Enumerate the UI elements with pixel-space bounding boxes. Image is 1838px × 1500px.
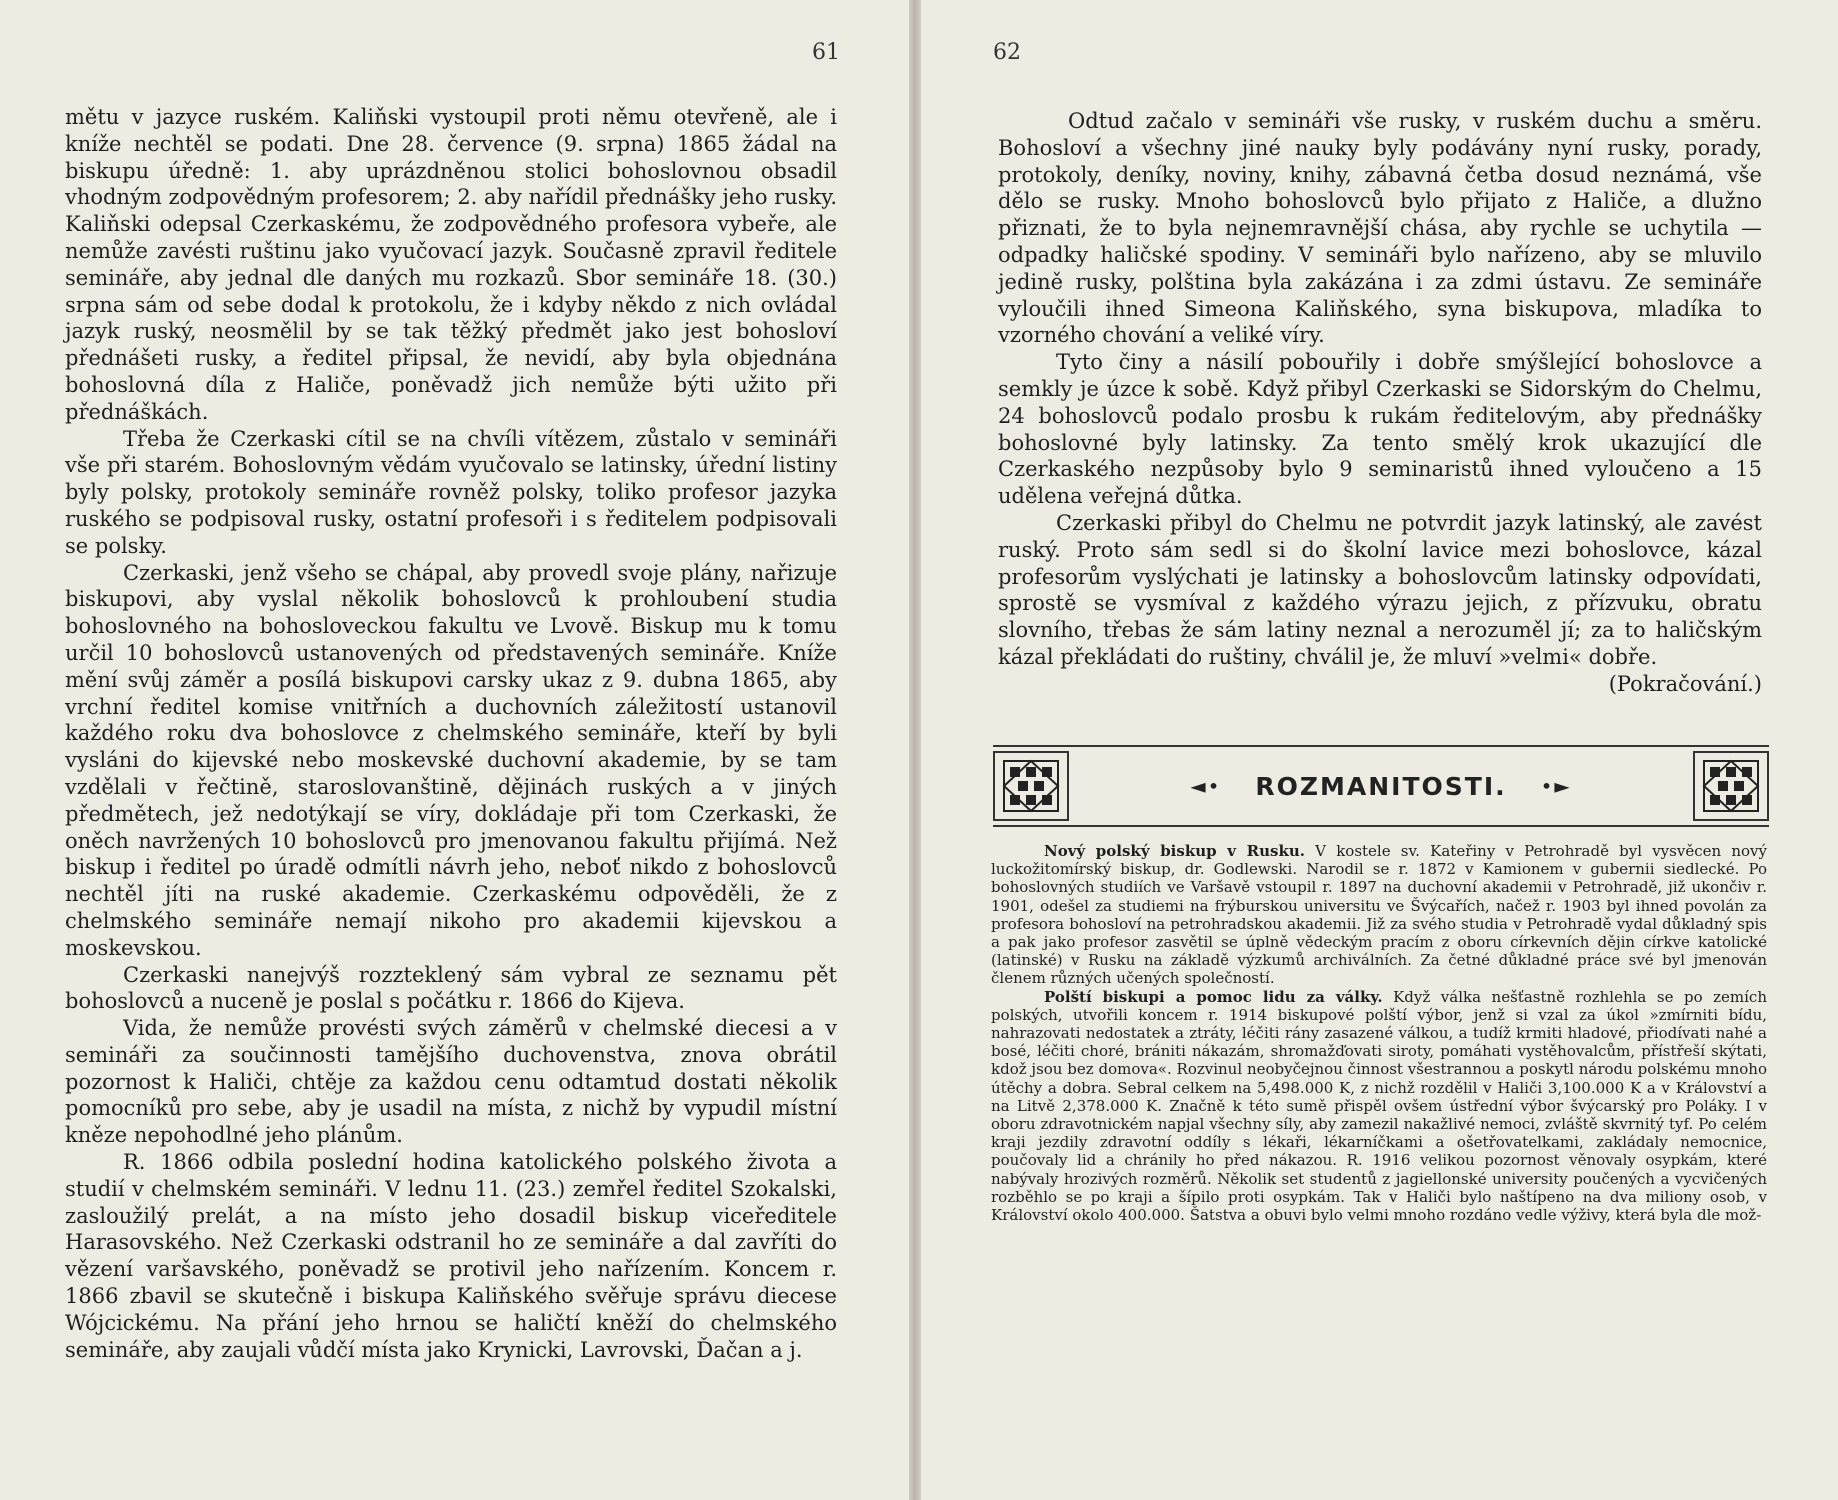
- misc-item-heading: Polští biskupi a pomoc lidu za války.: [1044, 987, 1383, 1006]
- misc-item: [991, 842, 1767, 988]
- misc-item-heading: Nový polský biskup v Rusku.: [1044, 842, 1305, 860]
- paragraph: [998, 510, 1762, 696]
- paragraph: Czerkaski nanejvýš rozzteklený sám vybral ze seznamu pět bohoslovců a nuceně je poslal s počátku r. 1866 do Kijeva.: [65, 962, 837, 1014]
- paragraph: Tyto činy a násilí pobouřily i dobře smýšlející bohoslovce a semkly je úzce k sobě. Když přibyl Czerkaski se Sidorským do Chelmu, 24 bohoslovců podalo prosbu k rukám ředitelovým, aby přednášky bohoslovné byly latinsky. Za tento smělý krok ukazující dle Czerkaského nezpůsoby bylo 9 seminaristů ihned vyloučeno a 15 udělena veřejná důtka.: [998, 350, 1762, 509]
- right-page: [921, 0, 1838, 1500]
- left-column: [65, 104, 837, 1363]
- book-gutter: [909, 0, 921, 1500]
- section-title: ROZMANITOSTI.: [1255, 771, 1507, 801]
- page-number: 62: [993, 40, 1021, 65]
- right-column: [998, 108, 1762, 698]
- celtic-knot-ornament-icon: [993, 751, 1069, 821]
- page-number: 61: [812, 40, 840, 65]
- miscellany-column: [991, 842, 1767, 1224]
- paragraph: mětu v jazyce ruském. Kaliňski vystoupil proti němu otevřeně, ale i kníže nechtěl se podati. Dne 28. července (9. srpna) 1865 žádal na biskupu úředně: 1. aby uprázdněnou stolici bohoslovnou obsadil vhodným zodpovědným profesorem; 2. aby nařídil přednášky jeho rusky. Kaliňski odepsal Czerkaskému, že zodpovědného profesora vybeře, ale nemůže zavésti ruštinu jako vyučovací jazyk. Současně zpravil ředitele semináře, aby jednal dle daných mu rozkazů. Sbor semináře 18. (30.) srpna sám od sebe dodal k protokolu, že i kdyby někdo z nich ovládal jazyk ruský, neosmělil by se tak těžký předmět jako jest bohosloví přednášeti rusky, a ředitel připsal, že nevidí, aby byla objednána bohoslovná díla z Haliče, poněvadž jich nemůže býti užito při přednáškách.: [65, 105, 837, 424]
- left-page: [0, 0, 909, 1500]
- paragraph: Vida, že nemůže provésti svých záměrů v chelmské diecesi a v semináři za součinnosti tamějšího duchovenstva, znova obrátil pozornost k Haliči, chtěje za každou cenu odtamtud dostati několik pomocníků pro sebe, aby je usadil na místa, z nichž by vypudil místní kněze nepohodlné jeho plánům.: [65, 1016, 837, 1148]
- paragraph-text: Czerkaski přibyl do Chelmu ne potvrdit jazyk latinský, ale zavést ruský. Proto sám sedl si do školní lavice mezi bohoslovce, kázal profesorům vyslýchati je latinsky a bohoslovcům latinsky odpovídati, sprostě se vysmíval z každého výrazu jejich, z přízvuku, obratu slovního, třebas že sám latiny neznal a nerozuměl jí; za to haličským kázal překládati do ruštiny, chválil je, že mluví »velmi« dobře.: [998, 510, 1762, 669]
- section-title-wrap: [1083, 747, 1679, 825]
- paragraph: R. 1866 odbila poslední hodina katolického polského života a studií v chelmském semináři. V lednu 11. (23.) zemřel ředitel Szokalski, zasloužilý prelát, a na místo jeho dosadil biskup viceředitele Harasovského. Než Czerkaski odstranil ho ze semináře a dal zavříti do vězení varšavského, poněvadž se protivil jeho nařízením. Koncem r. 1866 zbavil se skutečně i biskupa Kaliňského svěřuje správu diecese Wójcickému. Na přání jeho hrnou se haličtí kněží do chelmského semináře, aby zaujali vůdčí místa jako Krynicki, Lavrovski, Ďačan a j.: [65, 1150, 837, 1362]
- paragraph: Czerkaski, jenž všeho se chápal, aby provedl svoje plány, nařizuje biskupovi, aby vyslal několik bohoslovců k prohloubení studia bohoslovného na bohosloveckou fakultu ve Lvově. Biskup mu k tomu určil 10 bohoslovců ustanovených od představených semináře. Kníže mění svůj záměr a posílá biskupovi carsky ukaz z 9. dubna 1865, aby vrchní ředitel komise vnitřních a duchovních záležitostí ustanovil každého roku dva bohoslovce z chelmského semináře, kteří by byli vysláni do kijevské nebo moskevské duchovní akademie, by se tam vzdělali v řečtině, staroslovanštině, dějinách ruských a v jiných předmětech, jež nedotýkají se víry, dokládaje při tom Czerkaski, že oněch navržených 10 bohoslovců pro jmenovanou fakultu přijímá. Než biskup i ředitel po úradě odmítli návrh jeho, neboť nikdo z bohoslovců nechtěl jíti na ruské akademie. Czerkaskému odpověděli, že z chelmského semináře nemají nikoho pro akademii kijevskou a moskevskou.: [65, 560, 837, 960]
- misc-item: [991, 988, 1767, 1225]
- misc-item-text: V kostele sv. Kateřiny v Petrohradě byl vysvěcen nový luckožitomírský biskup, dr. Godlewski. Narodil se r. 1872 v Kamionem v gubernii siedlecké. Po bohoslovných studiích ve Varšavě vstoupil r. 1897 na duchovní akademii v Petrohradě, již ukončiv r. 1901, odešel za studiemi na frýburskou universitu ve Švýcařích, načež r. 1903 byl ihned povolán za profesora bohosloví na petrohradskou akademii. Již za svého studia v Petrohradě vydal důkladný spis a pak jako profesor zasvětil se úplně vědeckým pracím z oboru církevních dějin církve katolické (latinské) v Rusku na základě výzkumů archiválních. Za četné důkladné práce své byl jmenován členem různých učených společností.: [991, 842, 1767, 988]
- section-banner: [993, 745, 1769, 827]
- celtic-knot-ornament-icon: [1693, 751, 1769, 821]
- arrow-left-icon: ◄•: [1190, 774, 1222, 798]
- continued-note: (Pokračování.): [1608, 671, 1762, 696]
- arrow-right-icon: •►: [1540, 774, 1572, 798]
- paragraph: Třeba že Czerkaski cítil se na chvíli vítězem, zůstalo v semináři vše při starém. Bohoslovným vědám vyučovalo se latinsky, úřední listiny byly polsky, protokoly semináře rovněž polsky, toliko profesor jazyka ruského se podpisoval rusky, ostatní profesoři i s ředitelem podpisovali se polsky.: [65, 426, 837, 558]
- misc-item-text: Když válka nešťastně rozhlehla se po zemích polských, utvořili koncem r. 1914 biskupové polští výbor, jenž si vzal za úkol »zmírniti bídu, nahrazovati nedostatek a ztráty, léčiti rány zasazené válkou, a tudíž krmiti hladové, přiodívati nahé a bosé, léčiti choré, brániti nákazám, shromažďovati siroty, pomáhati vystěhovalcům, přístřeší skýtati, kdož jsou bez domova«. Rozvinul neobyčejnou činnost všestrannou a poskytl národu polskému mnoho útěchy a dobra. Sebral celkem na 5,498.000 K, z nichž rozdělil v Haliči 3,100.000 K a v Království a na Litvě 2,378.000 K. Značně k této sumě přispěl ovšem ústřední výbor švýcarský pro Poláky. I v oboru zdravotnickém napjal všechny síly, aby zamezil nakažlivé nemoci, zvláště skvrnitý tyf. Po celém kraji jezdily zdravotní oddíly s lékaři, lékarníčkami a ošetřovatelkami, zakládaly nemocnice, poučovaly lid a chránily ho před nákazou. R. 1916 velikou pozornost věnovaly osypkám, které nabývaly hrozivých rozměrů. Několik set studentů z jagiellonské university poučených a vycvičených rozběhlo se po kraji a šípilo proti osypkám. Tak v Haliči bylo naštípeno na dva miliony osob, v Království okolo 400.000. Šatstva a obuvi bylo velmi mnoho rozdáno vedle výživy, která byla dle mož-: [991, 987, 1767, 1225]
- paragraph: Odtud začalo v semináři vše rusky, v ruském duchu a směru. Bohosloví a všechny jiné nauky byly podávány nyní rusky, porady, protokoly, deníky, noviny, knihy, zábavná četba dosud neznámá, vše dělo se rusky. Mnoho bohoslovců bylo přijato z Haliče, a dlužno přiznati, že to byla nejnemravnější chása, aby rychle se uchytila — odpadky haličské spodiny. V semináři bylo nařízeno, aby se mluvilo jedině rusky, polština byla zakázána i za zdmi ústavu. Ze semináře vyloučili ihned Simeona Kaliňského, syna biskupova, mladíka to vzorného chování a veliké víry.: [998, 109, 1762, 348]
